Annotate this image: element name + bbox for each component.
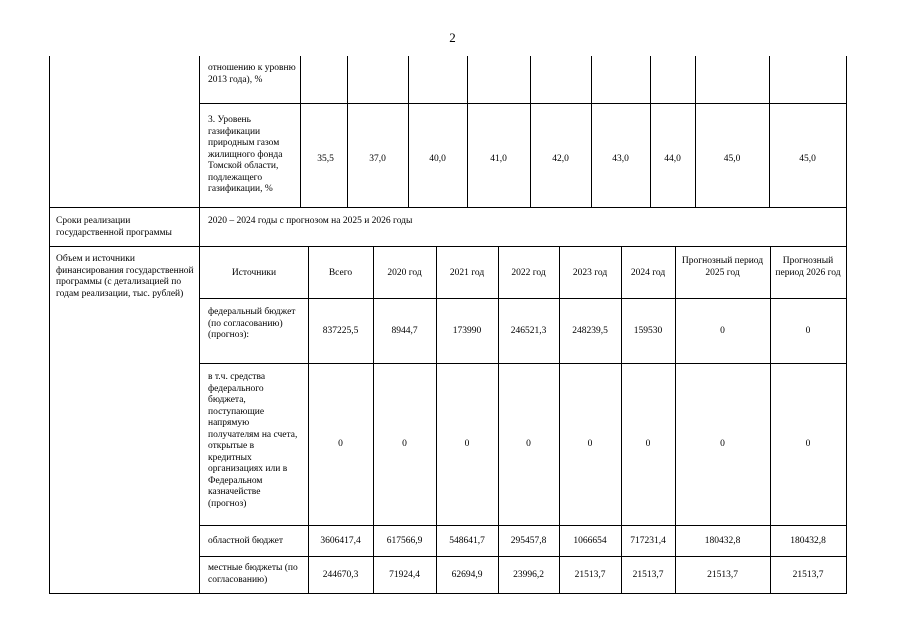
amount-cell: 21513,7	[632, 570, 664, 580]
row-divider	[199, 298, 846, 299]
amount-cell: 21513,7	[707, 570, 738, 580]
column-header: Источники	[231, 268, 277, 278]
column-divider	[347, 56, 348, 207]
amount-cell: 23996,2	[513, 570, 544, 580]
column-divider	[695, 56, 696, 207]
amount-cell: 548641,7	[449, 536, 485, 546]
amount-cell: 0	[645, 439, 651, 449]
column-header: Прогнозный период 2026 год	[775, 256, 841, 278]
indicator-value: 37,0	[369, 154, 386, 164]
indicator-value: 43,0	[612, 154, 629, 164]
amount-cell: 0	[720, 326, 725, 336]
amount-cell: 180432,8	[704, 536, 741, 546]
amount-cell: 0	[720, 439, 725, 449]
column-header: 2022 год	[511, 268, 546, 278]
column-divider	[591, 56, 592, 207]
amount-cell: 837225,5	[322, 326, 359, 336]
financing-label: Объем и источники финансирования государственной программы (с детализацией по годам реализации, тыс. рублей)	[56, 254, 194, 299]
amount-cell: 62694,9	[451, 570, 483, 580]
amount-cell: 248239,5	[572, 326, 608, 336]
source-label: местные бюджеты (по согласованию)	[208, 563, 298, 585]
indicator-value: 45,0	[723, 154, 741, 164]
indicator-value: 35,5	[317, 154, 334, 164]
column-header: Всего	[328, 268, 353, 278]
column-header: 2021 год	[449, 268, 485, 278]
amount-cell: 3606417,4	[320, 536, 361, 546]
terms-value: 2020 – 2024 годы с прогнозом на 2025 и 2026 годы	[208, 216, 413, 226]
column-divider	[530, 56, 531, 207]
indicator-value: 41,0	[490, 154, 507, 164]
amount-cell: 71924,4	[389, 570, 420, 580]
column-header: Прогнозный период 2025 год	[681, 256, 764, 278]
row-divider	[199, 363, 846, 364]
amount-cell: 0	[402, 439, 407, 449]
row-divider	[199, 103, 846, 104]
indicator-label: отношению к уровню 2013 года), %	[208, 63, 296, 85]
amount-cell: 617566,9	[386, 536, 423, 546]
column-divider	[300, 56, 301, 207]
column-divider	[769, 56, 770, 207]
row-divider	[199, 525, 846, 526]
column-divider	[650, 56, 651, 207]
source-label: в т.ч. средства федерального бюджета, поступающие напрямую получателям на счета, открытые в кредитных организациях или в Федеральном казначействе (прогноз)	[208, 372, 298, 509]
amount-cell: 0	[805, 439, 811, 449]
page-number: 2	[449, 30, 456, 45]
amount-cell: 244670,3	[322, 570, 359, 580]
amount-cell: 8944,7	[391, 326, 418, 336]
column-divider	[467, 56, 468, 207]
column-header: 2024 год	[630, 268, 666, 278]
row-divider	[50, 246, 846, 247]
indicator-value: 44,0	[664, 154, 681, 164]
amount-cell: 0	[526, 439, 531, 449]
indicator-value: 42,0	[552, 154, 569, 164]
row-divider	[50, 207, 846, 208]
amount-cell: 159530	[633, 326, 663, 336]
indicator-label: 3. Уровень газификации природным газом жилищного фонда Томской области, подлежащего газификации, %	[208, 115, 283, 194]
indicator-value: 45,0	[799, 154, 816, 164]
terms-label: Сроки реализации государственной программы	[56, 216, 172, 238]
source-label: федеральный бюджет (по согласованию) (прогноз):	[208, 307, 296, 340]
column-header: 2020 год	[387, 268, 422, 278]
indicator-value: 40,0	[429, 154, 446, 164]
amount-cell: 173990	[452, 326, 482, 336]
amount-cell: 295457,8	[510, 536, 547, 546]
amount-cell: 0	[338, 439, 343, 449]
source-label: областной бюджет	[208, 536, 284, 546]
amount-cell: 1066654	[573, 536, 607, 546]
column-header: 2023 год	[572, 268, 608, 278]
column-divider	[199, 56, 200, 593]
amount-cell: 0	[587, 439, 593, 449]
row-divider	[199, 556, 846, 557]
passport-table	[49, 56, 847, 594]
amount-cell: 717231,4	[630, 536, 666, 546]
column-divider	[408, 56, 409, 207]
amount-cell: 246521,3	[510, 326, 547, 336]
amount-cell: 180432,8	[790, 536, 826, 546]
amount-cell: 21513,7	[574, 570, 606, 580]
amount-cell: 0	[464, 439, 470, 449]
amount-cell: 0	[805, 326, 811, 336]
amount-cell: 21513,7	[792, 570, 824, 580]
